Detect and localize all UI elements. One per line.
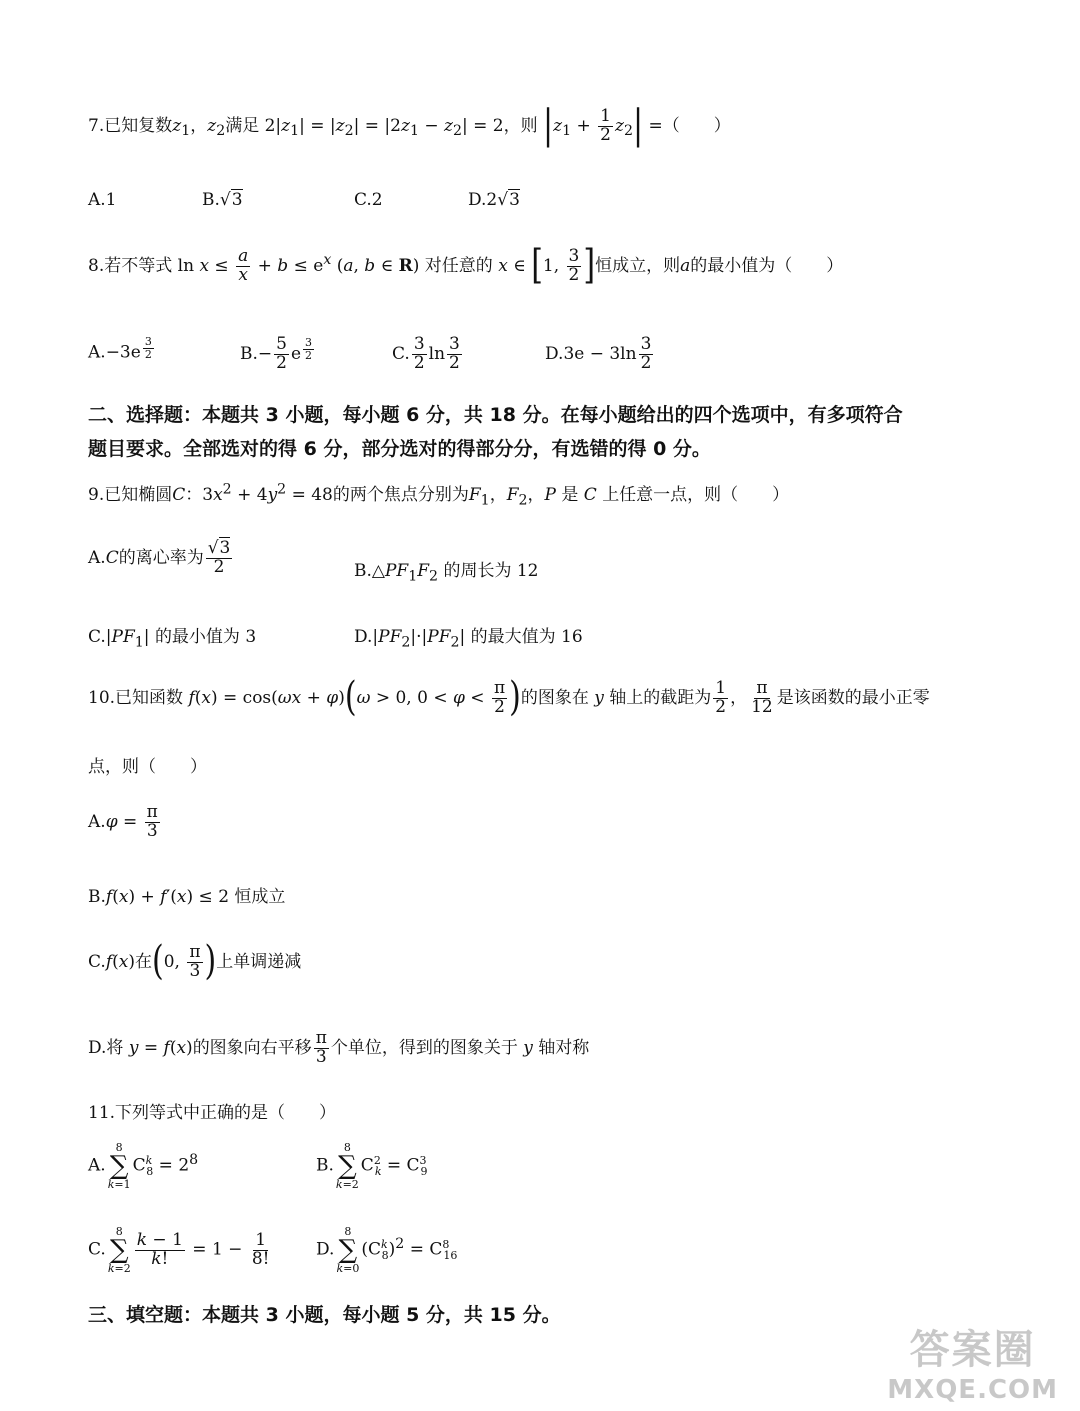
section-3-heading: 三、填空题：本题共 3 小题，每小题 5 分，共 15 分。 <box>88 1304 561 1326</box>
q11-option-c: C. 8 ∑ k=2 $\frac{k - 1}{k!}$ = 1 − $\frac{1}{8!}$ <box>88 1225 270 1275</box>
q7-option-a: A.1 <box>88 190 117 210</box>
q10-tail: 是该函数的最小正零 <box>776 687 930 708</box>
watermark-logo <box>887 1318 1058 1405</box>
watermark-top: 答案圈 <box>909 1327 1036 1373</box>
q10-intro: 10.已知函数 <box>88 687 184 708</box>
q10-mid: 的图象在 <box>520 687 589 708</box>
q10-option-c: C.f(x)在(0, $\frac{\pi}{3}$ )上单调递减 <box>88 938 302 986</box>
section-2-heading-line1: 二、选择题：本题共 3 小题，每小题 6 分，共 18 分。在每小题给出的四个选项中，有多项符合 <box>88 404 903 426</box>
q9-option-b: $B.\triangle PF_1F_2$ 的周长为 12 <box>354 561 539 585</box>
q9-option-a: A.C的离心率为 $\frac{√3}{2}$ <box>88 538 231 577</box>
q10-option-a: A.φ = $\frac{\pi}{3}$ <box>88 802 158 841</box>
q9-tail: 是 <box>561 485 579 505</box>
q9-intro: 9.已知椭圆 <box>88 485 173 505</box>
q7-paren: =（ ） <box>648 115 731 136</box>
q9-mid: 的两个焦点分别为 <box>332 485 469 505</box>
q8-option-b: B.− $\frac{5}{2}$ e $^{\frac{3}{2}}$ <box>240 334 313 373</box>
q11-option-a: A. 8 ∑ k=1 $C^k_8 = 2^8$ <box>88 1141 199 1191</box>
q7-option-c: C.2 <box>354 190 383 210</box>
q8-intro: 8.若不等式 <box>88 255 173 276</box>
q8-tail2: 的最小值为（ ） <box>690 255 844 276</box>
watermark-bottom: MXQE.COM <box>887 1375 1058 1405</box>
q7-option-b: B.√3 <box>202 190 243 210</box>
question-9: 9.已知椭圆C：$3x^2 + 4y^2 = 48$的两个焦点分别为$F_1$，$F_2$，P 是 C 上任意一点，则（ ） <box>88 481 790 509</box>
q11-option-b: B. 8 ∑ k=2 $C^2_k = C^3_9$ <box>316 1141 428 1191</box>
q9-option-c: $C.|PF_1|$ 的最小值为 3 <box>88 627 257 651</box>
q8-option-a: A.−3e $^{\frac{3}{2}}$ <box>88 335 152 363</box>
q10-line2: 点，则（ ） <box>88 757 207 777</box>
question-7: 7.已知复数$z_1$，$z_2$满足 $2|z_1| = |z_2| = |2z_1 - z_2| = 2$，则 $|z_1$ + $\frac{1}{2}$ $z_2|$ =（ ） <box>88 102 731 150</box>
q9-option-d: $D.|PF_2|\cdot|PF_2|$ 的最大值为 16 <box>354 627 583 651</box>
question-10: 10.已知函数 f(x) = cos(ωx + φ)(ω > 0, 0 < φ < $\frac{\pi}{2}$ )的图象在 y 轴上的截距为 $\frac{1}{2}$ ， $\frac{\pi}{12}$ 是该函数的最小正零 <box>88 674 930 722</box>
q10-mid2: 轴上的截距为 <box>609 687 712 708</box>
q8-option-d: D.3e − 3ln $\frac{3}{2}$ <box>545 334 652 373</box>
q8-tail: 恒成立，则 <box>595 255 681 276</box>
q8-option-c: C. $\frac{3}{2}$ ln $\frac{3}{2}$ <box>392 334 460 373</box>
q10-option-d: D.将 y = f(x)的图象向右平移 $\frac{\pi}{3}$ 个单位，得到的图象关于 y 轴对称 <box>88 1028 590 1067</box>
q7-text: 满足 <box>225 115 260 136</box>
q11-option-d: D. 8 ∑ k=0 $(C^k_8)^2 = C^8_{16}$ <box>316 1225 458 1275</box>
section-2-heading-line2: 题目要求。全部选对的得 6 分，部分选对的得部分分，有选错的得 0 分。 <box>88 438 711 460</box>
q7-option-d: D.2√3 <box>468 190 520 210</box>
q8-mid: 对任意的 <box>424 255 493 276</box>
q10-option-b: B.f(x) + f′(x) ≤ 2 恒成立 <box>88 887 286 907</box>
q7-tail: ，则 <box>503 115 538 136</box>
question-11: 11.下列等式中正确的是（ ） <box>88 1103 337 1123</box>
q7-intro: 7.已知复数 <box>88 115 173 136</box>
question-8: 8.若不等式 ln x ≤ $\frac{a}{x}$ + $b \le e^x$ (a, b ∈ R) 对任意的 x ∈ [1, $\frac{3}{2}$ ]恒成立，则a的最小值为（ ） <box>88 242 844 290</box>
q9-tail2: 上任意一点，则（ ） <box>602 485 790 505</box>
